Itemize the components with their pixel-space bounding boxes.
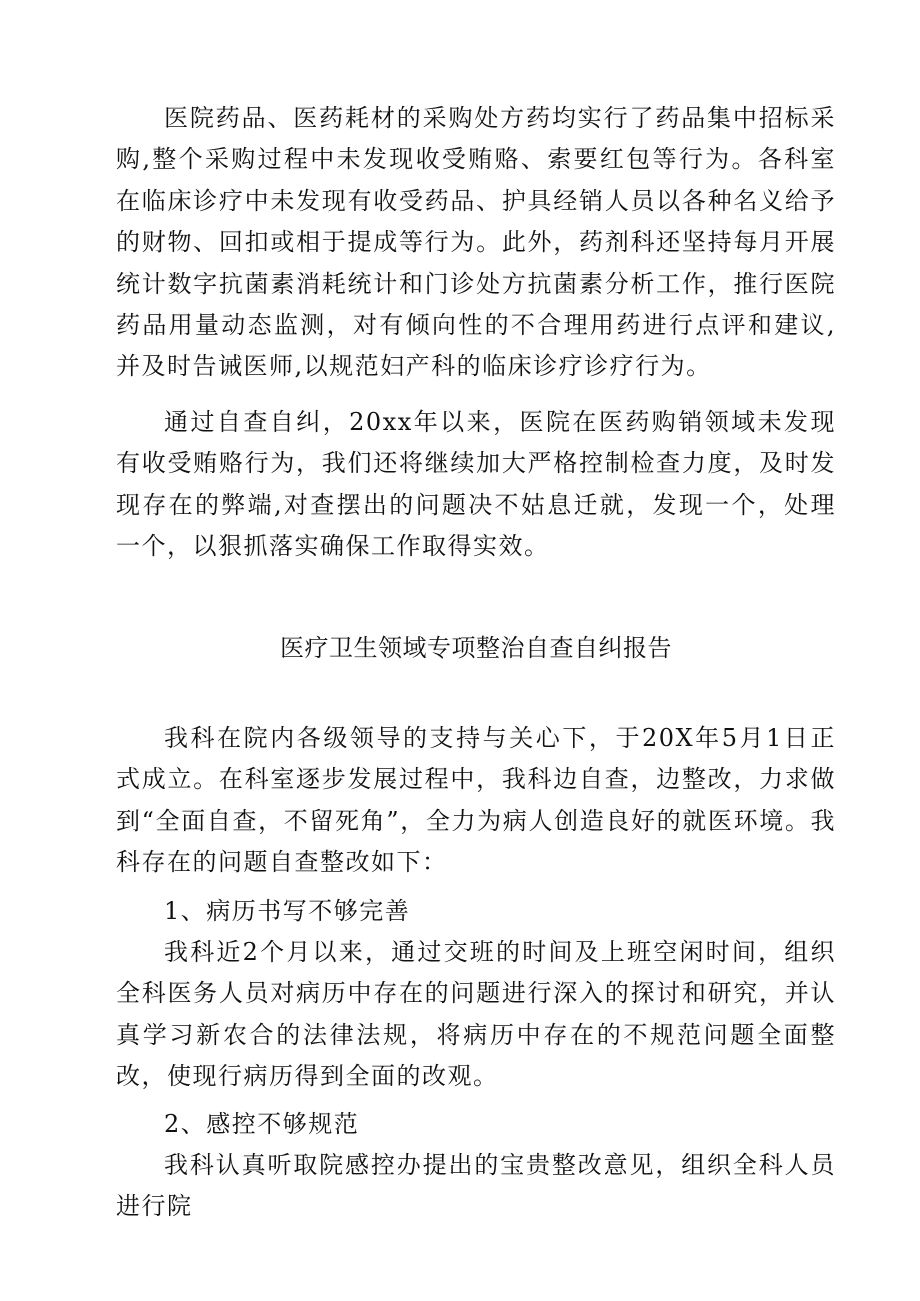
paragraph-infection-control: 我科认真听取院感控办提出的宝贵整改意见，组织全科人员进行院: [116, 1151, 836, 1221]
item-heading-infection-control: 2、感控不够规范: [164, 1110, 360, 1138]
paragraph-department-intro: 我科在院内各级领导的支持与关心下，于20X年5月1日正式成立。在科室逐步发展过程中，我科边自查，边整改，力求做到“全面自查，不留死角”，全力为病人创造良好的就医环境。我科存在的问题自查整改如下：: [116, 724, 836, 877]
paragraph-drug-procurement: 医院药品、医药耗材的采购处方药均实行了药品集中招标采购,整个采购过程中未发现收受贿赂、索要红包等行为。各科室在临床诊疗中未发现有收受药品、护具经销人员以各种名义给予的财物、回扣或相于提成等行为。此外，药剂科还坚持每月开展统计数字抗菌素消耗统计和门诊处方抗菌素分析工作，推行医院药品用量动态监测，对有倾向性的不合理用药进行点评和建议,并及时告诫医师,以规范妇产科的临床诊疗诊疗行为。: [116, 104, 836, 381]
section-title: 医疗卫生领域专项整治自查自纠报告: [280, 634, 672, 662]
item-heading-medical-records: 1、病历书写不够完善: [164, 897, 411, 925]
paragraph-medical-records: 我科近2个月以来，通过交班的时间及上班空闲时间，组织全科医务人员对病历中存在的问题进行深入的探讨和研究，并认真学习新农合的法律法规，将病历中存在的不规范问题全面整改，使现行病历得到全面的改观。: [116, 938, 836, 1091]
paragraph-self-inspection-summary: 通过自查自纠，20xx年以来，医院在医药购销领域未发现有收受贿赂行为，我们还将继续加大严格控制检查力度，及时发现存在的弊端,对查摆出的问题决不姑息迁就，发现一个，处理一个，以狠抓落实确保工作取得实效。: [116, 408, 836, 561]
